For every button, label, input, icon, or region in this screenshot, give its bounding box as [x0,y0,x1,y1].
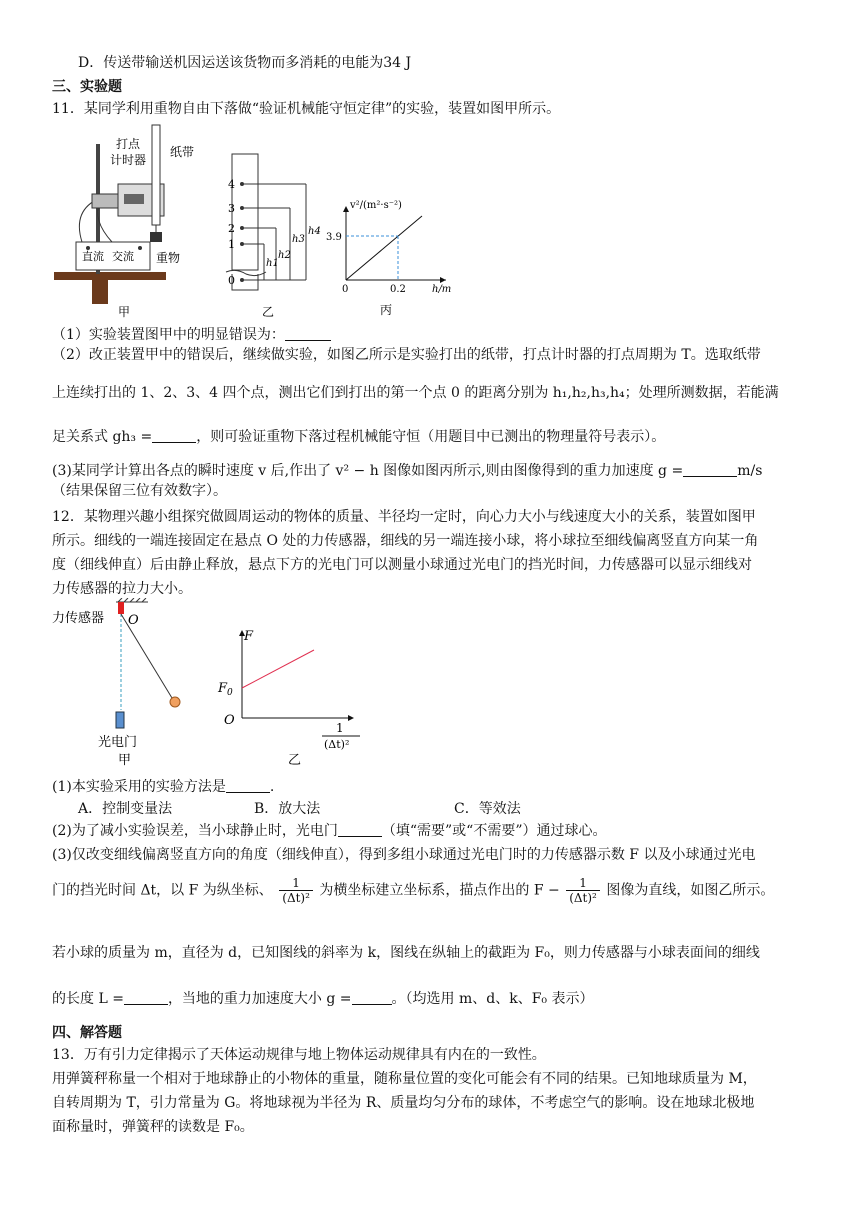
option-b: B．放大法 [254,801,321,817]
q11-part1: （1）实验装置图甲中的明显错误为： [52,326,331,344]
answer-blank[interactable] [352,990,392,1005]
f0-label: $F_0$ [218,681,233,698]
q12-figure-yi [212,624,372,770]
q11-part2-line3: 足关系式 gh₃ = ，则可验证重物下落过程机械能守恒（用题目中已测出的物理量符号表示）。 [52,429,666,445]
answer-blank[interactable] [152,428,196,443]
q11-figure-jia [52,120,212,320]
fig12-yi-caption: 乙 [288,753,302,768]
fig-jia-caption: 甲 [118,305,131,319]
q11-figure-yi [222,150,332,320]
h4-label: h4 [308,226,321,237]
bing-xlabel: h/m [432,284,452,295]
q13-line1: 13．万有引力定律揭示了天体运动规律与地上物体运动规律具有内在的一致性。 [52,1047,546,1063]
tape-point-4: 4 [228,178,235,191]
q11-figure-bing [322,198,462,320]
tape-point-0: 0 [228,274,235,287]
weight [150,232,162,242]
f-line [242,650,314,688]
x-den: (Δt)² [324,738,350,751]
answer-blank[interactable] [124,990,168,1005]
tape-point-3: 3 [228,202,235,215]
answer-blank[interactable] [226,778,270,793]
q13-line4: 面称量时，弹簧秤的读数是 F₀。 [52,1119,254,1135]
ball [170,697,180,707]
q11-stem: 11．某同学利用重物自由下落做“验证机械能守恒定律”的实验，装置如图甲所示。 [52,101,561,117]
q12-part1: (1)本实验采用的实验方法是 . [52,779,275,795]
q12-part3-line2: 门的挡光时间 Δt，以 F 为纵坐标、 $\frac{1}{\text{(Δt)²}}$ 为横坐标建立坐标系，描点作出的 F − $\frac{1}{\text{(Δt)²}}$ 图像为直线，如图乙所示。 [52,876,775,905]
q12-stem-4: 力传感器的拉力大小。 [52,581,192,597]
dc-label: 直流 [82,250,104,263]
tape-point-2: 2 [228,222,235,235]
answer-blank[interactable] [683,462,737,477]
ac-label: 交流 [112,250,134,263]
bing-origin: 0 [342,284,349,295]
bing-ytick: 3.9 [326,232,342,243]
q12-stem-1: 12．某物理兴趣小组探究做圆周运动的物体的质量、半径均一定时，向心力大小与线速度大小的关系，装置如图甲 [52,509,756,525]
origin-label: O [224,713,235,728]
weight-label: 重物 [156,251,181,265]
section-title: 四、解答题 [52,1025,122,1041]
section-title: 三、实验题 [52,79,122,95]
q12-stem-3: 度（细线伸直）后由静止释放，悬点下方的光电门可以测量小球通过光电门的挡光时间，力传感器可以显示细线对 [52,557,752,573]
fraction: $\frac{1}{\text{(Δt)²}}$ [566,876,600,905]
option-d: D．传送带输送机因运送该货物而多消耗的电能为34 J [78,55,412,71]
fig-bing-caption: 丙 [380,303,393,317]
table-top [54,272,166,280]
paper-tape [152,125,160,225]
fig12-jia-caption: 甲 [118,753,132,768]
fraction: $\frac{1}{\text{(Δt)²}}$ [279,876,313,905]
bing-ylabel: v²/(m²·s⁻²) [350,200,402,211]
q12-part3-line1: (3)仅改变细线偏离竖直方向的角度（细线伸直），得到多组小球通过光电门时的力传感器示数 F 以及小球通过光电 [52,847,756,863]
table-leg [92,280,108,304]
fig-yi-caption: 乙 [262,305,275,319]
q11-part2-line1: （2）改正装置甲中的错误后，继续做实验，如图乙所示是实验打出的纸带，打点计时器的打点周期为 T。选取纸带 [52,347,761,363]
sensor-label: 力传感器 [52,611,105,626]
q12-part3-line4: 的长度 L = ，当地的重力加速度大小 g = 。（均选用 m、d、k、F₀ 表示） [52,991,594,1007]
timer-label-1: 打点 [116,137,141,151]
tape-label: 纸带 [170,145,195,159]
f-axis-label: F [244,629,254,644]
bing-xtick: 0.2 [390,284,406,295]
gate-label: 光电门 [98,735,138,750]
q13-line3: 自转周期为 T，引力常量为 G。将地球视为半径为 R、质量均匀分布的球体，不考虑空气的影响。设在地球北极地 [52,1095,755,1111]
h3-label: h3 [292,234,305,245]
v2-h-line [346,216,422,280]
option-a: A．控制变量法 [78,801,173,817]
q12-part2: (2)为了减小实验误差，当小球静止时，光电门 （填“需要”或“不需要”）通过球心。 [52,823,607,839]
answer-blank[interactable] [338,822,382,837]
force-sensor [118,602,124,614]
timer-label-2: 计时器 [110,153,147,167]
h1-label: h1 [266,258,279,269]
q12-stem-2: 所示。细线的一端连接固定在悬点 O 处的力传感器，细线的另一端连接小球，将小球拉至细线偏离竖直方向某一角 [52,533,759,549]
point-o-label: O [128,613,139,628]
q11-part3-line1: (3)某同学计算出各点的瞬时速度 v 后,作出了 v² − h 图像如图丙所示,则由图像得到的重力加速度 g = m/s [52,463,763,479]
tape-point-1: 1 [228,238,235,251]
h2-label: h2 [278,250,291,261]
q13-line2: 用弹簧秤称量一个相对于地球静止的小物体的重量，随称量位置的变化可能会有不同的结果。已知地球质量为 M， [52,1071,757,1087]
option-c: C．等效法 [454,801,521,817]
q11-part3-line2: （结果保留三位有效数字）。 [52,483,227,499]
answer-blank[interactable] [285,326,331,341]
q12-figure-jia [52,598,212,770]
x-num: 1 [336,721,344,735]
photogate [116,712,124,728]
q11-part2-line2: 上连续打出的 1、2、3、4 四个点，测出它们到打出的第一个点 0 的距离分别为 h₁,h₂,h₃,h₄；处理所测数据，若能满 [52,385,779,401]
q12-part3-line3: 若小球的质量为 m，直径为 d，已知图线的斜率为 k，图线在纵轴上的截距为 F₀，则力传感器与小球表面间的细线 [52,945,760,961]
